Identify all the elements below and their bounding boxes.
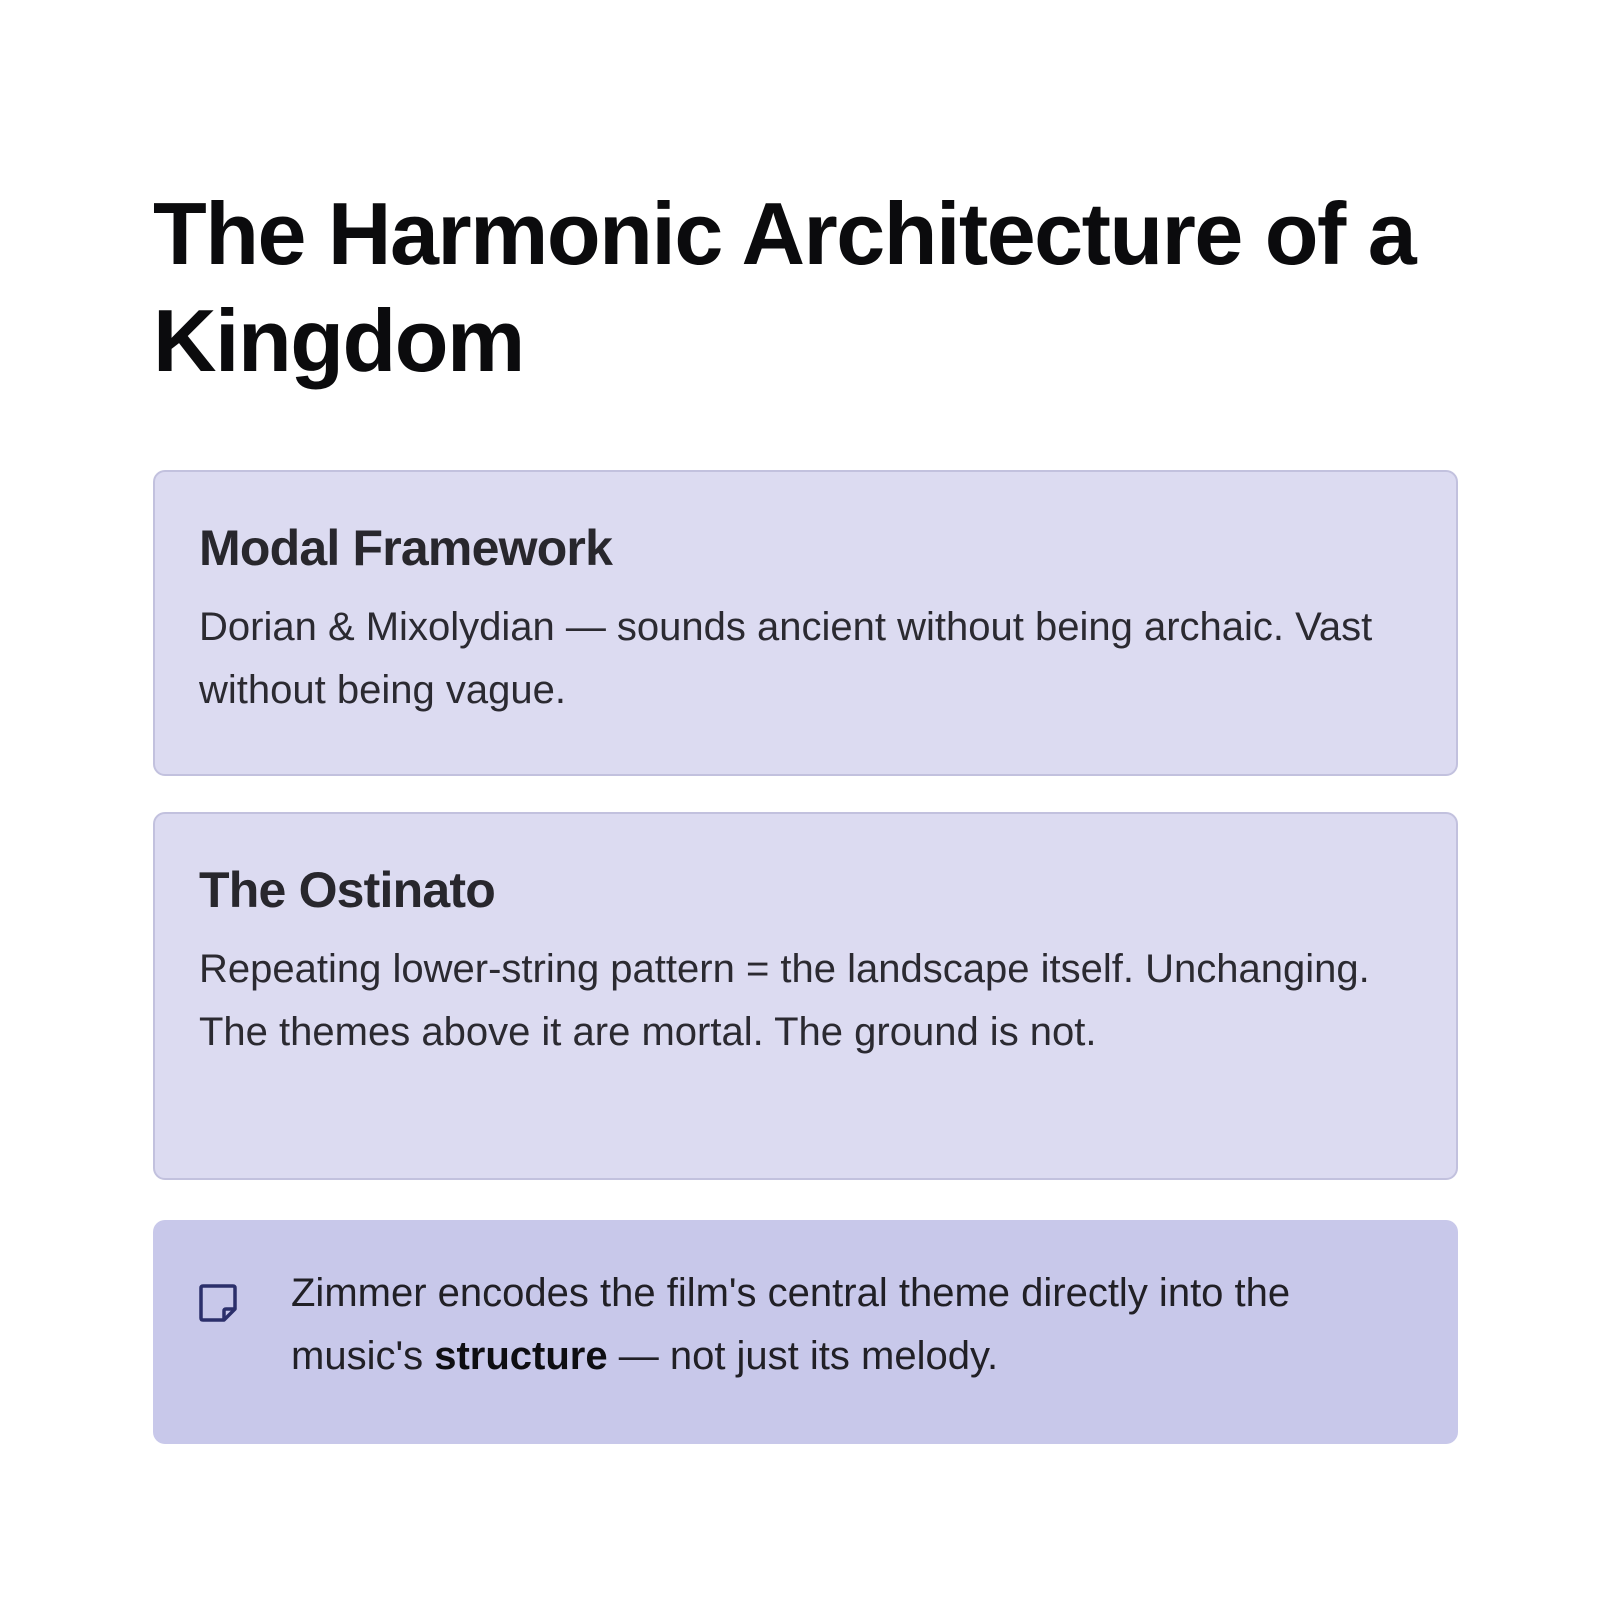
callout-note — [153, 1220, 1458, 1444]
page-title: The Harmonic Architecture of a Kingdom — [153, 184, 1416, 390]
callout-text-start: Zimmer encodes the film's central theme directly into the music's — [291, 1271, 1291, 1378]
card-body: Dorian & Mixolydian — sounds ancient without being archaic. Vast without being vague. — [199, 605, 1373, 712]
callout-text-end: — not just its melody. — [607, 1334, 999, 1378]
card-heading: Modal Framework — [199, 520, 613, 576]
page — [153, 180, 1458, 1444]
card-body: Repeating lower-string pattern = the landscape itself. Unchanging. The themes above it are mortal. The ground is not. — [199, 947, 1370, 1054]
callout-text — [291, 1262, 1414, 1388]
callout-emphasis: structure — [434, 1334, 608, 1378]
sticky-note-icon — [197, 1282, 239, 1324]
card-heading: The Ostinato — [199, 862, 495, 918]
ostinato-card — [153, 812, 1458, 1180]
modal-framework-card — [153, 470, 1458, 776]
